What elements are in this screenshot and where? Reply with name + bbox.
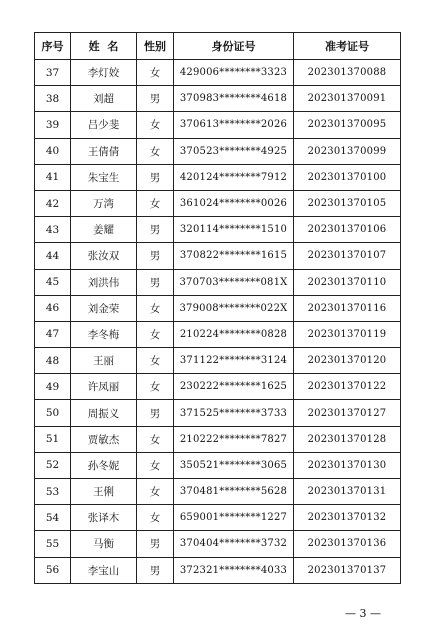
cell-name: 朱宝生 (71, 164, 137, 190)
cell-name: 贾敏杰 (71, 426, 137, 452)
cell-name: 王丽 (71, 348, 137, 374)
cell-gender: 男 (137, 164, 174, 190)
cell-seq: 42 (35, 190, 71, 216)
cell-id-number: 350521********3065 (174, 452, 294, 478)
cell-name: 张译木 (71, 505, 137, 531)
cell-name: 吕少斐 (71, 112, 137, 138)
cell-seq: 52 (35, 452, 71, 478)
table-row (35, 374, 401, 400)
cell-gender: 女 (137, 190, 174, 216)
cell-seq: 44 (35, 243, 71, 269)
cell-seq: 54 (35, 505, 71, 531)
cell-seq: 46 (35, 295, 71, 321)
cell-id-number: 372321********4033 (174, 557, 294, 583)
cell-id-number: 659001********1227 (174, 505, 294, 531)
cell-id-number: 371122********3124 (174, 348, 294, 374)
cell-name: 刘洪伟 (71, 269, 137, 295)
cell-id-number: 370983********4618 (174, 86, 294, 112)
cell-id-number: 370404********3732 (174, 531, 294, 557)
cell-id-number: 370703********081X (174, 269, 294, 295)
cell-gender: 男 (137, 86, 174, 112)
cell-exam-number: 202301370099 (294, 138, 401, 164)
table-header-row (35, 33, 401, 60)
cell-exam-number: 202301370131 (294, 479, 401, 505)
cell-gender: 女 (137, 374, 174, 400)
table-row (35, 505, 401, 531)
cell-gender: 男 (137, 243, 174, 269)
table-row (35, 479, 401, 505)
cell-seq: 37 (35, 60, 71, 86)
table-row (35, 295, 401, 321)
cell-seq: 48 (35, 348, 71, 374)
cell-exam-number: 202301370127 (294, 400, 401, 426)
cell-name: 万湾 (71, 190, 137, 216)
cell-id-number: 371525********3733 (174, 400, 294, 426)
cell-name: 王倩倩 (71, 138, 137, 164)
cell-exam-number: 202301370128 (294, 426, 401, 452)
table-row (35, 190, 401, 216)
cell-gender: 男 (137, 400, 174, 426)
cell-name: 许凤丽 (71, 374, 137, 400)
cell-id-number: 361024********0026 (174, 190, 294, 216)
cell-id-number: 370523********4925 (174, 138, 294, 164)
header-exam-number: 准考证号 (294, 33, 401, 60)
cell-name: 刘金荣 (71, 295, 137, 321)
cell-name: 马衡 (71, 531, 137, 557)
cell-exam-number: 202301370122 (294, 374, 401, 400)
header-seq: 序号 (35, 33, 71, 60)
cell-exam-number: 202301370095 (294, 112, 401, 138)
table-row (35, 86, 401, 112)
cell-gender: 男 (137, 217, 174, 243)
cell-exam-number: 202301370105 (294, 190, 401, 216)
cell-seq: 55 (35, 531, 71, 557)
cell-gender: 女 (137, 295, 174, 321)
cell-name: 王俐 (71, 479, 137, 505)
table-row (35, 531, 401, 557)
cell-name: 姜耀 (71, 217, 137, 243)
cell-id-number: 420124********7912 (174, 164, 294, 190)
cell-seq: 49 (35, 374, 71, 400)
cell-exam-number: 202301370107 (294, 243, 401, 269)
cell-id-number: 320114********1510 (174, 217, 294, 243)
cell-exam-number: 202301370088 (294, 60, 401, 86)
cell-seq: 40 (35, 138, 71, 164)
cell-exam-number: 202301370137 (294, 557, 401, 583)
cell-gender: 女 (137, 348, 174, 374)
cell-name: 李宝山 (71, 557, 137, 583)
page-number: — 3 — (345, 607, 381, 620)
table-row (35, 243, 401, 269)
cell-gender: 男 (137, 557, 174, 583)
cell-gender: 男 (137, 531, 174, 557)
cell-gender: 男 (137, 269, 174, 295)
candidate-table (34, 32, 401, 584)
cell-seq: 43 (35, 217, 71, 243)
cell-seq: 41 (35, 164, 71, 190)
cell-id-number: 429006********3323 (174, 60, 294, 86)
cell-exam-number: 202301370091 (294, 86, 401, 112)
table-row (35, 348, 401, 374)
cell-id-number: 370822********1615 (174, 243, 294, 269)
table-row (35, 400, 401, 426)
cell-seq: 53 (35, 479, 71, 505)
cell-id-number: 210224********0828 (174, 321, 294, 347)
cell-name: 周振义 (71, 400, 137, 426)
cell-exam-number: 202301370110 (294, 269, 401, 295)
table-row (35, 112, 401, 138)
cell-seq: 45 (35, 269, 71, 295)
cell-gender: 女 (137, 321, 174, 347)
cell-seq: 56 (35, 557, 71, 583)
cell-gender: 女 (137, 60, 174, 86)
cell-id-number: 210222********7827 (174, 426, 294, 452)
cell-seq: 51 (35, 426, 71, 452)
cell-name: 李灯姣 (71, 60, 137, 86)
cell-seq: 47 (35, 321, 71, 347)
cell-id-number: 230222********1625 (174, 374, 294, 400)
cell-exam-number: 202301370116 (294, 295, 401, 321)
table-row (35, 557, 401, 583)
cell-seq: 39 (35, 112, 71, 138)
cell-gender: 女 (137, 112, 174, 138)
cell-name: 张汝双 (71, 243, 137, 269)
cell-seq: 38 (35, 86, 71, 112)
cell-exam-number: 202301370132 (294, 505, 401, 531)
table-row (35, 269, 401, 295)
cell-name: 孙冬妮 (71, 452, 137, 478)
table-row (35, 60, 401, 86)
cell-exam-number: 202301370100 (294, 164, 401, 190)
cell-exam-number: 202301370130 (294, 452, 401, 478)
cell-id-number: 370481********5628 (174, 479, 294, 505)
cell-gender: 女 (137, 426, 174, 452)
cell-gender: 女 (137, 452, 174, 478)
cell-gender: 女 (137, 138, 174, 164)
cell-exam-number: 202301370136 (294, 531, 401, 557)
cell-id-number: 379008********022X (174, 295, 294, 321)
cell-name: 李冬梅 (71, 321, 137, 347)
cell-gender: 女 (137, 479, 174, 505)
cell-id-number: 370613********2026 (174, 112, 294, 138)
cell-name: 刘超 (71, 86, 137, 112)
header-gender: 性别 (137, 33, 174, 60)
table-row (35, 452, 401, 478)
table-row (35, 321, 401, 347)
cell-exam-number: 202301370119 (294, 321, 401, 347)
header-id-number: 身份证号 (174, 33, 294, 60)
table-row (35, 217, 401, 243)
cell-gender: 女 (137, 505, 174, 531)
header-name: 姓 名 (71, 33, 137, 60)
table-row (35, 164, 401, 190)
cell-exam-number: 202301370106 (294, 217, 401, 243)
table-body (35, 60, 401, 584)
cell-exam-number: 202301370120 (294, 348, 401, 374)
cell-seq: 50 (35, 400, 71, 426)
table-row (35, 426, 401, 452)
table-row (35, 138, 401, 164)
